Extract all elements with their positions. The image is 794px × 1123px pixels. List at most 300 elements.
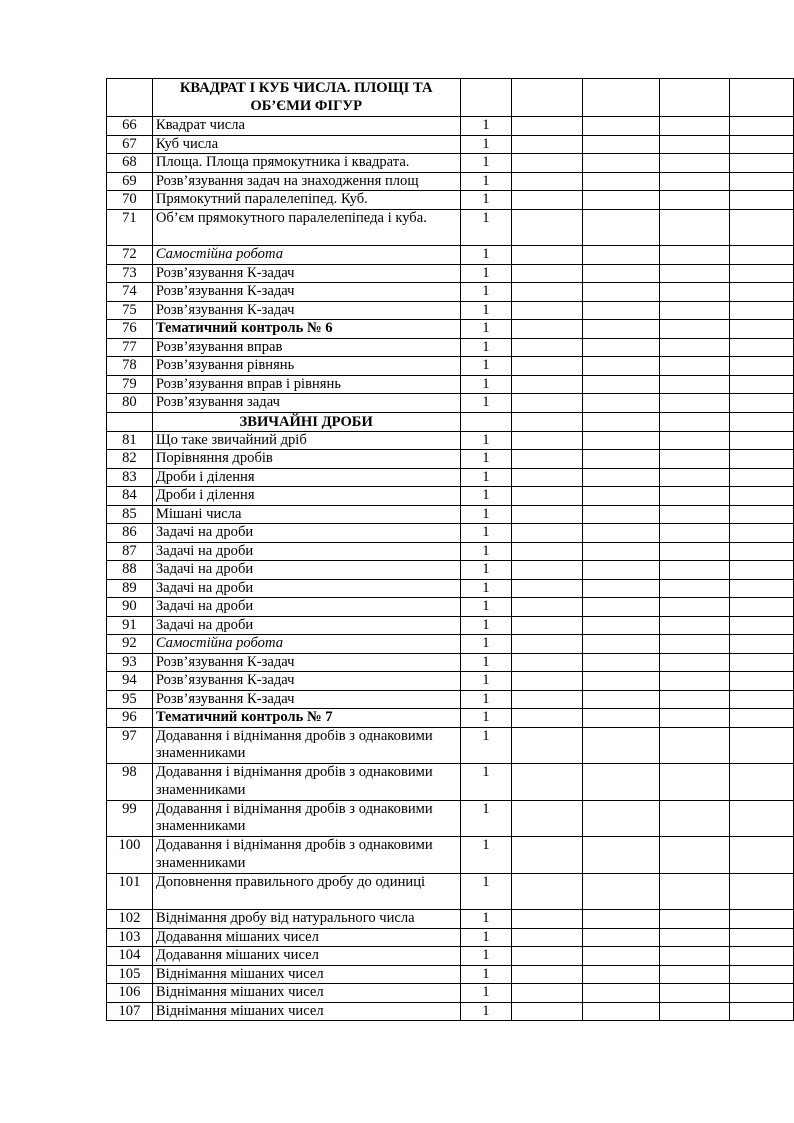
section-title: ЗВИЧАЙНІ ДРОБИ [152, 412, 460, 431]
lesson-topic-cell: Віднімання мішаних чисел [152, 1002, 460, 1021]
lesson-number-cell: 83 [107, 468, 153, 487]
lesson-number-cell: 91 [107, 616, 153, 635]
section-header-row [107, 79, 794, 117]
lesson-topic-cell: Розв’язування К-задач [152, 672, 460, 691]
empty-cell [512, 357, 582, 376]
empty-cell [730, 709, 794, 728]
lesson-topic-cell: Розв’язування К-задач [152, 301, 460, 320]
lesson-number-cell: 90 [107, 598, 153, 617]
lesson-number-cell: 87 [107, 542, 153, 561]
hours-cell: 1 [460, 191, 512, 210]
lesson-topic-cell: Самостійна робота [152, 635, 460, 654]
table-row [107, 1002, 794, 1021]
empty-cell [730, 690, 794, 709]
lesson-number-cell: 98 [107, 764, 153, 801]
table-row [107, 764, 794, 801]
lesson-number-cell: 78 [107, 357, 153, 376]
empty-cell [659, 209, 729, 246]
hours-cell: 1 [460, 653, 512, 672]
lesson-topic-cell: Задачі на дроби [152, 598, 460, 617]
lesson-number-cell [107, 79, 153, 117]
empty-cell [512, 505, 582, 524]
empty-cell [582, 505, 659, 524]
table-row [107, 450, 794, 469]
empty-cell [582, 154, 659, 173]
empty-cell [512, 117, 582, 136]
empty-cell [659, 264, 729, 283]
lesson-number-cell: 92 [107, 635, 153, 654]
empty-cell [582, 246, 659, 265]
empty-cell [582, 1002, 659, 1021]
hours-cell: 1 [460, 209, 512, 246]
empty-cell [512, 579, 582, 598]
lesson-topic-cell: Куб числа [152, 135, 460, 154]
table-row [107, 487, 794, 506]
empty-cell [582, 837, 659, 874]
hours-cell: 1 [460, 375, 512, 394]
empty-cell [730, 209, 794, 246]
table-row [107, 154, 794, 173]
empty-cell [582, 117, 659, 136]
section-header-row [107, 412, 794, 431]
lesson-topic-cell: Задачі на дроби [152, 542, 460, 561]
table-row [107, 468, 794, 487]
empty-cell [659, 283, 729, 302]
empty-cell [512, 301, 582, 320]
empty-cell [659, 135, 729, 154]
empty-cell [659, 727, 729, 764]
table-row [107, 357, 794, 376]
empty-cell [659, 709, 729, 728]
lesson-topic-cell: Мішані числа [152, 505, 460, 524]
empty-cell [659, 301, 729, 320]
empty-cell [512, 928, 582, 947]
empty-cell [512, 965, 582, 984]
empty-cell [512, 320, 582, 339]
lesson-topic-cell: Об’єм прямокутного паралелепіпеда і куба. [152, 209, 460, 246]
lesson-number-cell: 88 [107, 561, 153, 580]
lesson-number-cell: 84 [107, 487, 153, 506]
empty-cell [512, 338, 582, 357]
empty-cell [512, 727, 582, 764]
empty-cell [659, 191, 729, 210]
empty-cell [659, 375, 729, 394]
empty-cell [730, 320, 794, 339]
lesson-number-cell: 104 [107, 947, 153, 966]
table-row [107, 635, 794, 654]
empty-cell [582, 947, 659, 966]
empty-cell [512, 154, 582, 173]
empty-cell [659, 928, 729, 947]
hours-cell: 1 [460, 561, 512, 580]
empty-cell [582, 709, 659, 728]
lesson-topic-cell: Дроби і ділення [152, 468, 460, 487]
empty-cell [659, 117, 729, 136]
lesson-number-cell: 107 [107, 1002, 153, 1021]
empty-cell [730, 873, 794, 910]
empty-cell [730, 800, 794, 837]
empty-cell [659, 800, 729, 837]
lesson-number-cell: 97 [107, 727, 153, 764]
empty-cell [512, 450, 582, 469]
hours-cell [460, 79, 512, 117]
table-row [107, 283, 794, 302]
empty-cell [730, 117, 794, 136]
hours-cell: 1 [460, 800, 512, 837]
empty-cell [512, 79, 582, 117]
lesson-number-cell: 101 [107, 873, 153, 910]
empty-cell [512, 487, 582, 506]
empty-cell [730, 191, 794, 210]
empty-cell [512, 394, 582, 413]
empty-cell [659, 690, 729, 709]
table-row [107, 928, 794, 947]
lesson-topic-cell: Розв’язування рівнянь [152, 357, 460, 376]
hours-cell: 1 [460, 928, 512, 947]
hours-cell: 1 [460, 873, 512, 910]
empty-cell [582, 672, 659, 691]
table-row [107, 338, 794, 357]
table-row [107, 965, 794, 984]
hours-cell: 1 [460, 172, 512, 191]
hours-cell: 1 [460, 910, 512, 929]
lesson-topic-cell: Додавання мішаних чисел [152, 947, 460, 966]
table-row [107, 598, 794, 617]
lesson-topic-cell: Дроби і ділення [152, 487, 460, 506]
table-row [107, 837, 794, 874]
empty-cell [659, 505, 729, 524]
empty-cell [659, 357, 729, 376]
empty-cell [582, 487, 659, 506]
empty-cell [512, 672, 582, 691]
empty-cell [512, 375, 582, 394]
empty-cell [730, 727, 794, 764]
empty-cell [659, 542, 729, 561]
empty-cell [659, 910, 729, 929]
empty-cell [730, 431, 794, 450]
lesson-number-cell: 73 [107, 264, 153, 283]
hours-cell: 1 [460, 542, 512, 561]
empty-cell [730, 837, 794, 874]
empty-cell [582, 764, 659, 801]
lesson-topic-cell: Додавання і віднімання дробів з однаковими знаменниками [152, 764, 460, 801]
empty-cell [512, 135, 582, 154]
hours-cell: 1 [460, 283, 512, 302]
empty-cell [659, 616, 729, 635]
hours-cell: 1 [460, 264, 512, 283]
table-row [107, 800, 794, 837]
hours-cell: 1 [460, 727, 512, 764]
empty-cell [730, 598, 794, 617]
hours-cell: 1 [460, 450, 512, 469]
lesson-topic-cell: Розв’язування К-задач [152, 653, 460, 672]
lesson-topic-cell: Задачі на дроби [152, 616, 460, 635]
table-row [107, 191, 794, 210]
lesson-number-cell: 105 [107, 965, 153, 984]
table-row [107, 524, 794, 543]
empty-cell [582, 965, 659, 984]
hours-cell: 1 [460, 154, 512, 173]
empty-cell [512, 246, 582, 265]
table-row [107, 653, 794, 672]
lesson-topic-cell: Розв’язування К-задач [152, 690, 460, 709]
empty-cell [512, 616, 582, 635]
empty-cell [659, 338, 729, 357]
empty-cell [730, 542, 794, 561]
table-row [107, 579, 794, 598]
hours-cell: 1 [460, 598, 512, 617]
empty-cell [730, 505, 794, 524]
lesson-number-cell: 102 [107, 910, 153, 929]
hours-cell: 1 [460, 690, 512, 709]
empty-cell [582, 191, 659, 210]
hours-cell: 1 [460, 394, 512, 413]
empty-cell [659, 79, 729, 117]
empty-cell [730, 616, 794, 635]
lesson-number-cell: 100 [107, 837, 153, 874]
lesson-topic-cell: Що таке звичайний дріб [152, 431, 460, 450]
empty-cell [582, 450, 659, 469]
empty-cell [582, 616, 659, 635]
table-body [107, 79, 794, 1021]
hours-cell: 1 [460, 709, 512, 728]
table-row [107, 505, 794, 524]
empty-cell [582, 431, 659, 450]
empty-cell [659, 468, 729, 487]
hours-cell: 1 [460, 579, 512, 598]
empty-cell [730, 947, 794, 966]
lesson-number-cell [107, 412, 153, 431]
empty-cell [659, 246, 729, 265]
lesson-number-cell: 81 [107, 431, 153, 450]
empty-cell [659, 635, 729, 654]
lesson-topic-cell: Прямокутний паралелепіпед. Куб. [152, 191, 460, 210]
empty-cell [582, 338, 659, 357]
empty-cell [730, 910, 794, 929]
table-row [107, 616, 794, 635]
lesson-number-cell: 76 [107, 320, 153, 339]
lesson-topic-cell: Самостійна робота [152, 246, 460, 265]
table-row [107, 672, 794, 691]
empty-cell [582, 320, 659, 339]
table-row [107, 709, 794, 728]
lesson-number-cell: 106 [107, 984, 153, 1003]
empty-cell [512, 1002, 582, 1021]
lesson-topic-cell: Задачі на дроби [152, 524, 460, 543]
empty-cell [582, 283, 659, 302]
lesson-topic-cell: Віднімання дробу від натурального числа [152, 910, 460, 929]
lesson-number-cell: 85 [107, 505, 153, 524]
empty-cell [730, 79, 794, 117]
empty-cell [730, 1002, 794, 1021]
hours-cell: 1 [460, 672, 512, 691]
empty-cell [512, 431, 582, 450]
empty-cell [582, 542, 659, 561]
empty-cell [512, 690, 582, 709]
hours-cell: 1 [460, 487, 512, 506]
section-title: КВАДРАТ І КУБ ЧИСЛА. ПЛОЩІ ТА ОБ’ЄМИ ФІГУР [152, 79, 460, 117]
empty-cell [512, 873, 582, 910]
empty-cell [659, 487, 729, 506]
empty-cell [730, 561, 794, 580]
hours-cell: 1 [460, 246, 512, 265]
empty-cell [659, 579, 729, 598]
lesson-number-cell: 77 [107, 338, 153, 357]
table-row [107, 873, 794, 910]
empty-cell [730, 487, 794, 506]
empty-cell [582, 928, 659, 947]
empty-cell [730, 965, 794, 984]
lesson-topic-cell: Віднімання мішаних чисел [152, 984, 460, 1003]
lesson-number-cell: 79 [107, 375, 153, 394]
lesson-number-cell: 82 [107, 450, 153, 469]
hours-cell: 1 [460, 505, 512, 524]
empty-cell [659, 653, 729, 672]
empty-cell [659, 172, 729, 191]
hours-cell: 1 [460, 837, 512, 874]
empty-cell [582, 468, 659, 487]
lesson-number-cell: 72 [107, 246, 153, 265]
table-row [107, 431, 794, 450]
empty-cell [512, 635, 582, 654]
empty-cell [659, 320, 729, 339]
hours-cell [460, 412, 512, 431]
empty-cell [582, 412, 659, 431]
empty-cell [582, 561, 659, 580]
empty-cell [512, 598, 582, 617]
table-row [107, 984, 794, 1003]
hours-cell: 1 [460, 764, 512, 801]
empty-cell [730, 653, 794, 672]
lesson-topic-cell: Задачі на дроби [152, 561, 460, 580]
empty-cell [659, 947, 729, 966]
lesson-topic-cell: Порівняння дробів [152, 450, 460, 469]
empty-cell [582, 984, 659, 1003]
table-row [107, 117, 794, 136]
empty-cell [582, 79, 659, 117]
empty-cell [512, 172, 582, 191]
table-row [107, 320, 794, 339]
hours-cell: 1 [460, 431, 512, 450]
empty-cell [730, 394, 794, 413]
lesson-topic-cell: Розв’язування задач [152, 394, 460, 413]
empty-cell [582, 653, 659, 672]
table-row [107, 172, 794, 191]
empty-cell [512, 837, 582, 874]
lesson-number-cell: 68 [107, 154, 153, 173]
empty-cell [659, 598, 729, 617]
empty-cell [730, 246, 794, 265]
empty-cell [582, 357, 659, 376]
empty-cell [730, 672, 794, 691]
lesson-topic-cell: Тематичний контроль № 7 [152, 709, 460, 728]
lesson-topic-cell: Додавання мішаних чисел [152, 928, 460, 947]
lesson-topic-cell: Задачі на дроби [152, 579, 460, 598]
empty-cell [582, 579, 659, 598]
hours-cell: 1 [460, 1002, 512, 1021]
empty-cell [730, 135, 794, 154]
empty-cell [659, 394, 729, 413]
empty-cell [512, 468, 582, 487]
empty-cell [659, 837, 729, 874]
lesson-number-cell: 86 [107, 524, 153, 543]
hours-cell: 1 [460, 117, 512, 136]
table-row [107, 394, 794, 413]
empty-cell [730, 357, 794, 376]
table-row [107, 947, 794, 966]
empty-cell [582, 301, 659, 320]
lesson-topic-cell: Квадрат числа [152, 117, 460, 136]
empty-cell [659, 764, 729, 801]
table-row [107, 375, 794, 394]
table-row [107, 690, 794, 709]
empty-cell [659, 965, 729, 984]
table-row [107, 209, 794, 246]
hours-cell: 1 [460, 468, 512, 487]
empty-cell [582, 727, 659, 764]
lesson-number-cell: 70 [107, 191, 153, 210]
table-row [107, 264, 794, 283]
hours-cell: 1 [460, 635, 512, 654]
empty-cell [512, 191, 582, 210]
empty-cell [730, 450, 794, 469]
empty-cell [582, 172, 659, 191]
empty-cell [730, 984, 794, 1003]
empty-cell [582, 910, 659, 929]
hours-cell: 1 [460, 301, 512, 320]
empty-cell [730, 338, 794, 357]
empty-cell [582, 264, 659, 283]
empty-cell [730, 635, 794, 654]
lesson-topic-cell: Розв’язування задач на знаходження площ [152, 172, 460, 191]
empty-cell [512, 283, 582, 302]
empty-cell [730, 375, 794, 394]
lesson-topic-cell: Розв’язування вправ [152, 338, 460, 357]
empty-cell [512, 412, 582, 431]
empty-cell [582, 209, 659, 246]
hours-cell: 1 [460, 616, 512, 635]
lesson-topic-cell: Віднімання мішаних чисел [152, 965, 460, 984]
empty-cell [659, 412, 729, 431]
lesson-topic-cell: Площа. Площа прямокутника і квадрата. [152, 154, 460, 173]
lesson-topic-cell: Доповнення правильного дробу до одиниці [152, 873, 460, 910]
lesson-number-cell: 71 [107, 209, 153, 246]
empty-cell [512, 264, 582, 283]
lesson-number-cell: 80 [107, 394, 153, 413]
empty-cell [582, 394, 659, 413]
hours-cell: 1 [460, 984, 512, 1003]
hours-cell: 1 [460, 320, 512, 339]
hours-cell: 1 [460, 338, 512, 357]
lesson-topic-cell: Розв’язування вправ і рівнянь [152, 375, 460, 394]
empty-cell [582, 873, 659, 910]
empty-cell [582, 598, 659, 617]
empty-cell [512, 524, 582, 543]
empty-cell [730, 524, 794, 543]
hours-cell: 1 [460, 524, 512, 543]
empty-cell [512, 653, 582, 672]
lesson-topic-cell: Розв’язування К-задач [152, 283, 460, 302]
lesson-number-cell: 94 [107, 672, 153, 691]
empty-cell [582, 135, 659, 154]
lesson-number-cell: 69 [107, 172, 153, 191]
lesson-number-cell: 93 [107, 653, 153, 672]
lesson-number-cell: 95 [107, 690, 153, 709]
empty-cell [512, 709, 582, 728]
lesson-number-cell: 75 [107, 301, 153, 320]
empty-cell [730, 764, 794, 801]
empty-cell [730, 301, 794, 320]
